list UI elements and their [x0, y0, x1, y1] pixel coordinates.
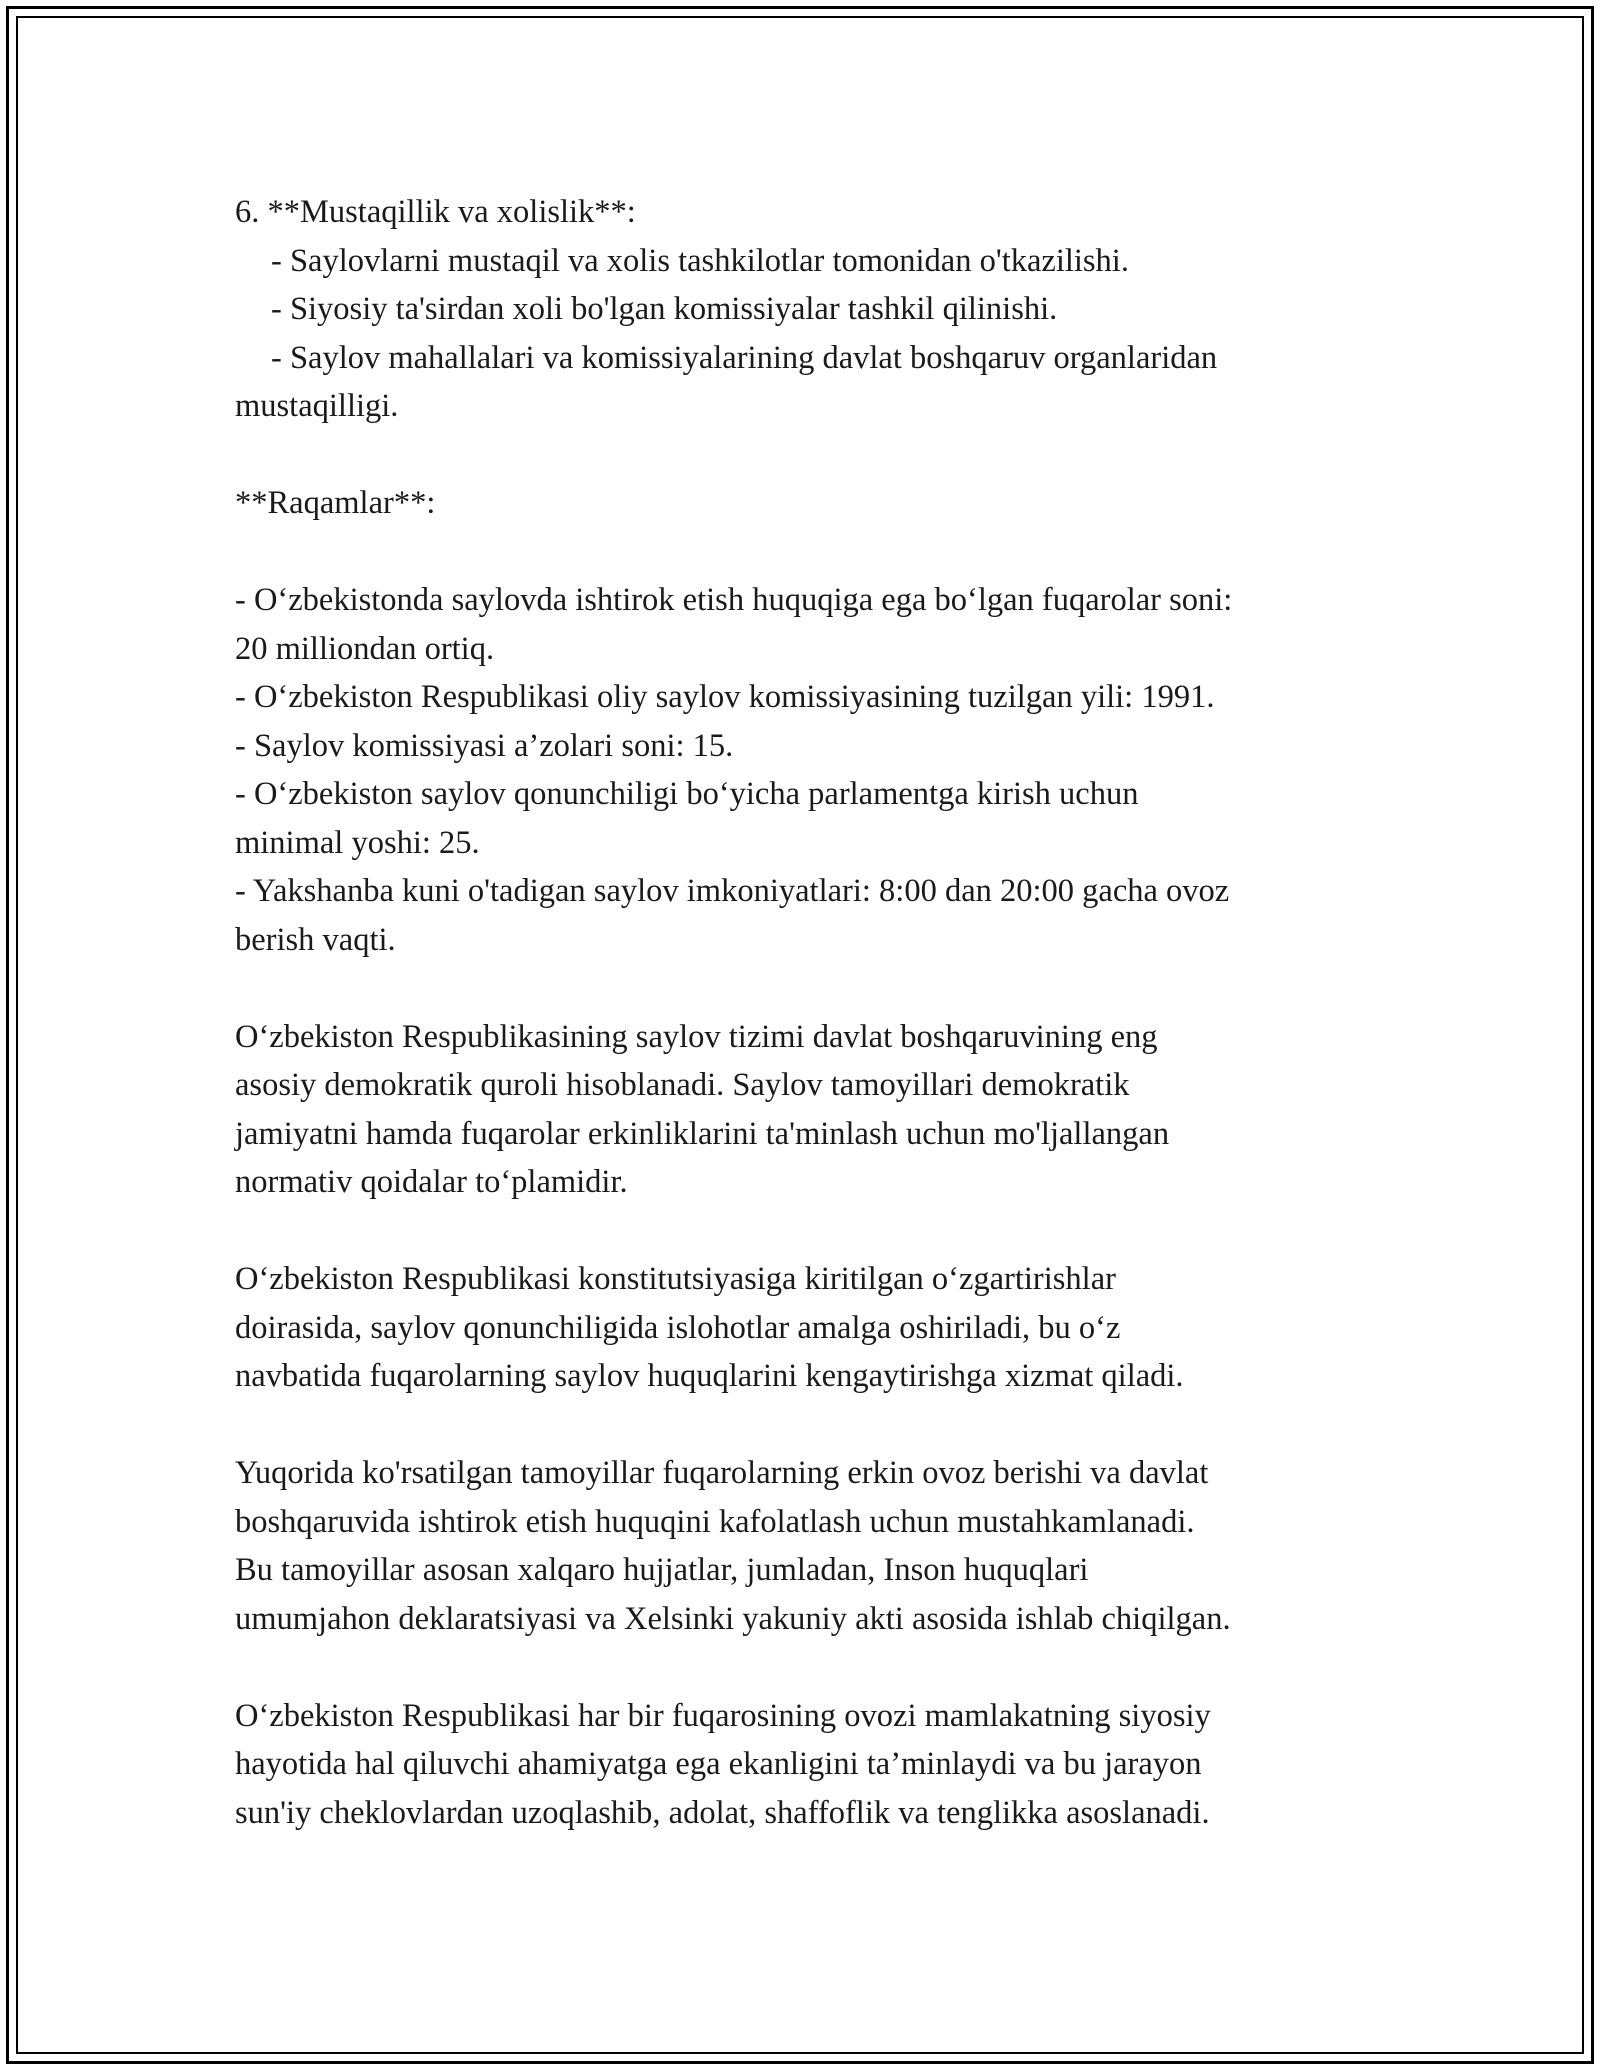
section-heading: 6. **Mustaqillik va xolislik**:: [235, 194, 636, 230]
paragraph-line: jamiyatni hamda fuqarolar erkinliklarini ta'minlash uchun mo'ljallangan: [235, 1115, 1170, 1152]
paragraph-line: O‘zbekiston Respublikasining saylov tizimi davlat boshqaruvining eng: [235, 1018, 1158, 1055]
paragraph-line: navbatida fuqarolarning saylov huquqlarini kengaytirishga xizmat qiladi.: [235, 1358, 1184, 1394]
numbers-heading: **Raqamlar**:: [235, 485, 436, 521]
numbers-line: - Yakshanba kuni o'tadigan saylov imkoniyatlari: 8:00 dan 20:00 gacha ovoz: [235, 873, 1230, 909]
numbers-line: berish vaqti.: [235, 921, 396, 958]
paragraph-principles: [235, 1449, 1385, 1643]
paragraph-line: O‘zbekiston Respublikasi konstitutsiyasiga kiritilgan o‘zgartirishlar: [235, 1261, 1116, 1297]
numbers-line: - O‘zbekiston saylov qonunchiligi bo‘yicha parlamentga kirish uchun: [235, 776, 1139, 812]
paragraph-line: hayotida hal qiluvchi ahamiyatga ega ekanligini ta’minlaydi va bu jarayon: [235, 1746, 1202, 1782]
list-item: - Siyosiy ta'sirdan xoli bo'lgan komissiyalar tashkil qilinishi.: [271, 291, 1058, 327]
paragraph-line: O‘zbekiston Respublikasi har bir fuqarosining ovozi mamlakatning siyosiy: [235, 1697, 1211, 1734]
paragraph-line: Bu tamoyillar asosan xalqaro hujjatlar, jumladan, Inson huquqlari: [235, 1552, 1089, 1588]
blank-line: [235, 1401, 1385, 1450]
list-item: - Saylov mahallalari va komissiyalarining davlat boshqaruv organlaridan: [271, 339, 1218, 376]
numbers-line: - O‘zbekistonda saylovda ishtirok etish huquqiga ega bo‘lgan fuqarolar soni:: [235, 582, 1233, 618]
document-body: [235, 188, 1385, 1837]
numbers-line: - O‘zbekiston Respublikasi oliy saylov komissiyasining tuzilgan yili: 1991.: [235, 679, 1215, 715]
paragraph-line: boshqaruvida ishtirok etish huquqini kafolatlash uchun mustahkamlanadi.: [235, 1503, 1195, 1540]
blank-line: [235, 431, 1385, 480]
paragraph-line: umumjahon deklaratsiyasi va Xelsinki yakuniy akti asosida ishlab chiqilgan.: [235, 1600, 1231, 1637]
paragraph-line: sun'iy cheklovlardan uzoqlashib, adolat, shaffoflik va tenglikka asoslanadi.: [235, 1794, 1210, 1831]
list-item: - Saylovlarni mustaqil va xolis tashkilotlar tomonidan o'tkazilishi.: [271, 242, 1129, 279]
blank-line: [235, 964, 1385, 1013]
numbers-list: [235, 576, 1385, 964]
paragraph-line: asosiy demokratik quroli hisoblanadi. Saylov tamoyillari demokratik: [235, 1067, 1130, 1103]
numbers-line: - Saylov komissiyasi a’zolari soni: 15.: [235, 727, 734, 764]
paragraph-citizen-vote: [235, 1692, 1385, 1838]
paragraph-line: doirasida, saylov qonunchiligida islohotlar amalga oshiriladi, bu o‘z: [235, 1309, 1121, 1346]
numbers-line: minimal yoshi: 25.: [235, 824, 480, 861]
blank-line: [235, 528, 1385, 577]
paragraph-line: normativ qoidalar to‘plamidir.: [235, 1164, 628, 1200]
numbers-line: 20 milliondan ortiq.: [235, 630, 495, 667]
blank-line: [235, 1643, 1385, 1692]
blank-line: [235, 1207, 1385, 1256]
paragraph-electoral-system: [235, 1013, 1385, 1207]
paragraph-line: Yuqorida ko'rsatilgan tamoyillar fuqarolarning erkin ovoz berishi va davlat: [235, 1455, 1209, 1491]
section-independence: [235, 188, 1385, 431]
paragraph-constitution: [235, 1255, 1385, 1401]
list-item-continuation: mustaqilligi.: [235, 388, 399, 424]
